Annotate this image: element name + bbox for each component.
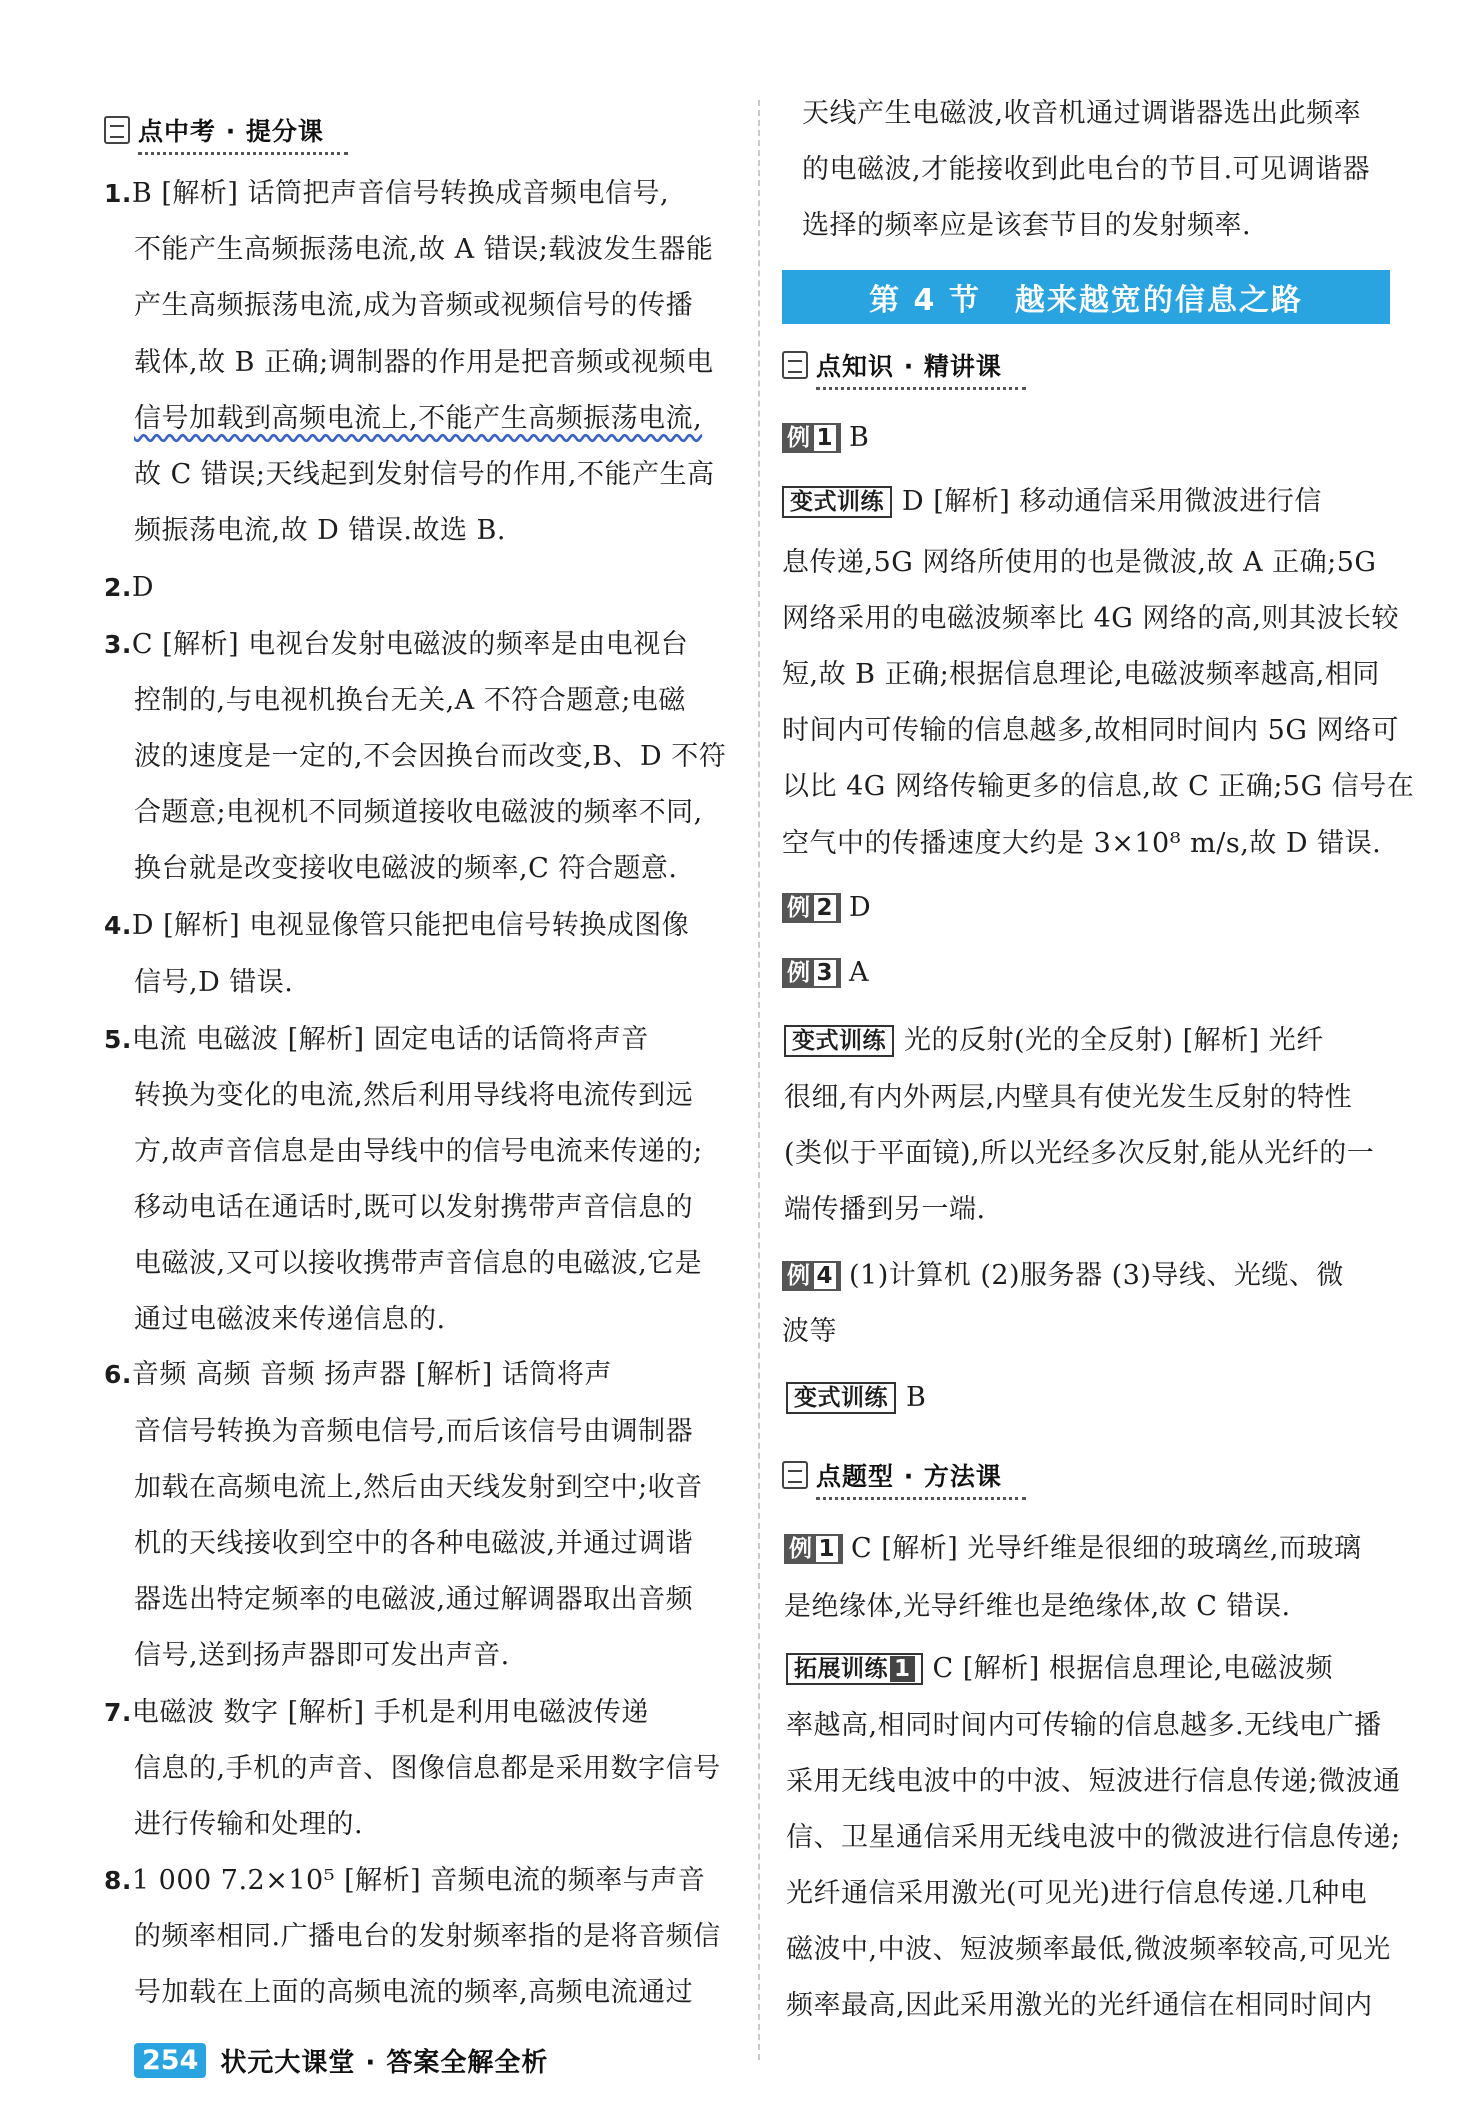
section-header-knowledge — [782, 345, 1002, 385]
example-label-text: 例 — [789, 1536, 813, 1562]
answer-line — [782, 955, 869, 991]
answer-line — [782, 1314, 837, 1350]
answer-text: 通过电磁波来传递信息的. — [134, 1304, 446, 1335]
example-number: 1 — [816, 1536, 839, 1562]
example-label — [784, 1534, 843, 1564]
training-label-text: 变式训练 — [794, 1385, 888, 1411]
answer-line — [782, 545, 1377, 581]
section-underline — [816, 383, 1026, 390]
answer-text: 信号加载到高频电流上,不能产生高频振荡电流, — [134, 403, 703, 434]
answer-line — [786, 1708, 1382, 1744]
answer-line — [134, 1078, 693, 1114]
answer-line — [134, 232, 713, 268]
answer-line — [104, 176, 669, 212]
answer-line — [784, 1023, 1324, 1059]
banner-title: 越来越宽的信息之路 — [1014, 283, 1303, 318]
answer-text: 的频率相同.广播电台的发射频率指的是将音频信 — [134, 1921, 721, 1952]
answer-text: 移动电话在通话时,既可以发射携带声音信息的 — [134, 1192, 694, 1223]
answer-text: 电磁波 数字 [解析] 手机是利用电磁波传递 — [131, 1697, 649, 1728]
answer-text: 信号,D 错误. — [134, 967, 294, 998]
answer-line — [784, 1531, 1362, 1567]
answer-line — [104, 908, 689, 944]
answer-number: 7. — [104, 1698, 132, 1727]
answer-text: 空气中的传播速度大约是 3×10⁸ m/s,故 D 错误. — [782, 828, 1382, 859]
answer-text: 音频 高频 音频 扬声器 [解析] 话筒将声 — [131, 1359, 612, 1390]
answer-text: C [解析] 根据信息理论,电磁波频 — [932, 1653, 1333, 1684]
answer-text: 载体,故 B 正确;调制器的作用是把音频或视频电 — [134, 347, 714, 378]
answer-text: 是绝缘体,光导纤维也是绝缘体,故 C 错误. — [784, 1591, 1291, 1622]
answer-line — [134, 1751, 721, 1787]
answer-number: 8. — [104, 1866, 132, 1895]
answer-line — [786, 1651, 1333, 1687]
answer-line — [786, 1380, 926, 1416]
answer-line — [782, 1258, 1344, 1294]
answer-number: 5. — [104, 1025, 132, 1054]
answer-line — [134, 1526, 693, 1562]
answer-text: 网络采用的电磁波频率比 4G 网络的高,则其波长较 — [782, 603, 1399, 634]
answer-text: (1)计算机 (2)服务器 (3)导线、光缆、微 — [849, 1260, 1344, 1291]
text-line: 选择的频率应是该套节目的发射频率. — [802, 210, 1252, 241]
answer-text: 波的速度是一定的,不会因换台而改变,B、D 不符 — [134, 741, 727, 772]
answer-text: 以比 4G 网络传输更多的信息,故 C 正确;5G 信号在 — [782, 771, 1415, 802]
training-label-text: 变式训练 — [790, 489, 884, 515]
answer-text: 音信号转换为音频电信号,而后该信号由调制器 — [134, 1416, 694, 1447]
answer-text: 控制的,与电视机换台无关,A 不符合题意;电磁 — [134, 685, 686, 716]
answer-line — [782, 420, 869, 456]
example-label — [782, 1261, 841, 1291]
answer-line — [782, 601, 1399, 637]
answer-line — [104, 570, 154, 606]
answer-line — [786, 1932, 1391, 1968]
answer-text: 1 000 7.2×10⁵ [解析] 音频电流的频率与声音 — [131, 1865, 706, 1896]
answer-text: 率越高,相同时间内可传输的信息越多.无线电广播 — [786, 1710, 1382, 1741]
answer-text: 加载在高频电流上,然后由天线发射到空中;收音 — [134, 1472, 703, 1503]
answer-line — [134, 683, 686, 719]
answer-text: C [解析] 光导纤维是很细的玻璃丝,而玻璃 — [851, 1533, 1362, 1564]
answer-text: A — [849, 957, 870, 988]
answer-line — [134, 1582, 693, 1618]
answer-line — [782, 769, 1414, 805]
section-header-exam — [104, 110, 324, 150]
answer-line — [782, 826, 1381, 862]
answer-text: 故 C 错误;天线起到发射信号的作用,不能产生高 — [134, 459, 715, 490]
answer-text: 电流 电磁波 [解析] 固定电话的话筒将声音 — [131, 1024, 649, 1055]
answer-line — [134, 1919, 721, 1955]
answer-text: D [解析] 电视显像管只能把电信号转换成图像 — [131, 910, 690, 941]
example-label — [782, 893, 841, 923]
example-label-text: 例 — [787, 425, 811, 451]
answer-text: 器选出特定频率的电磁波,通过解调器取出音频 — [134, 1584, 694, 1615]
training-label-text: 拓展训练 — [794, 1656, 888, 1682]
answer-text: 波等 — [782, 1316, 837, 1347]
answer-line — [784, 1192, 986, 1228]
answer-line — [134, 288, 693, 324]
book-icon — [782, 351, 808, 379]
section-underline — [816, 1493, 1026, 1500]
answer-line — [786, 1876, 1367, 1912]
answer-text: 光的反射(光的全反射) [解析] 光纤 — [904, 1025, 1324, 1056]
answer-line — [134, 851, 677, 887]
section-title: 点知识 · 精讲课 — [816, 352, 1002, 381]
example-label-text: 例 — [787, 1263, 811, 1289]
chapter-banner — [782, 270, 1390, 324]
answer-line — [134, 1975, 693, 2011]
answer-text: 不能产生高频振荡电流,故 A 错误;载波发生器能 — [134, 234, 714, 265]
answer-line — [104, 1022, 649, 1058]
answer-text: 转换为变化的电流,然后利用导线将电流传到远 — [134, 1080, 694, 1111]
answer-line — [786, 1820, 1401, 1856]
answer-text: 磁波中,中波、短波频率最低,微波频率较高,可见光 — [786, 1934, 1391, 1965]
answer-text: 换台就是改变接收电磁波的频率,C 符合题意. — [134, 853, 678, 884]
answer-line — [104, 627, 688, 663]
answer-number: 4. — [104, 911, 132, 940]
section-underline — [138, 148, 348, 155]
text-line: 的电磁波,才能接收到此电台的节目.可见调谐器 — [802, 154, 1371, 185]
answer-text: 合题意;电视机不同频道接收电磁波的频率不同, — [134, 797, 703, 828]
answer-text: 信息的,手机的声音、图像信息都是采用数字信号 — [134, 1753, 721, 1784]
answer-line — [104, 1695, 649, 1731]
answer-line — [784, 1080, 1352, 1116]
answer-text: 号加载在上面的高频电流的频率,高频电流通过 — [134, 1977, 694, 2008]
answer-line — [134, 965, 293, 1001]
example-number: 2 — [814, 895, 837, 921]
answer-text: B [解析] 话筒把声音信号转换成音频电信号, — [131, 178, 670, 209]
answer-line — [782, 657, 1380, 693]
training-number: 1 — [890, 1656, 915, 1682]
example-label — [782, 958, 841, 988]
answer-line — [786, 1764, 1401, 1800]
answer-text: 产生高频振荡电流,成为音频或视频信号的传播 — [134, 290, 694, 321]
book-icon — [782, 1461, 808, 1489]
answer-text: 息传递,5G 网络所使用的也是微波,故 A 正确;5G — [782, 547, 1377, 578]
training-label — [784, 1025, 894, 1057]
answer-text: D — [131, 572, 155, 603]
answer-line — [134, 1638, 510, 1674]
footer-title: 状元大课堂 · 答案全解全析 — [220, 2047, 549, 2078]
answer-line — [782, 713, 1399, 749]
section-header-method — [782, 1455, 1002, 1495]
answer-line — [134, 401, 702, 437]
answer-line — [134, 795, 703, 831]
example-number: 1 — [814, 425, 837, 451]
answer-line — [134, 1807, 363, 1843]
section-title: 点题型 · 方法课 — [816, 1462, 1002, 1491]
example-number: 4 — [814, 1263, 837, 1289]
answer-text: 端传播到另一端. — [784, 1194, 986, 1225]
answer-text: 机的天线接收到空中的各种电磁波,并通过调谐 — [134, 1528, 694, 1559]
answer-text: 信、卫星通信采用无线电波中的微波进行信息传递; — [786, 1822, 1401, 1853]
answer-text: 信号,送到扬声器即可发出声音. — [134, 1640, 510, 1671]
answer-line — [134, 1302, 446, 1338]
answer-number: 1. — [104, 179, 132, 208]
answer-line — [134, 457, 715, 493]
answer-text: 时间内可传输的信息越多,故相同时间内 5G 网络可 — [782, 715, 1399, 746]
answer-line — [134, 1134, 703, 1170]
example-label-text: 例 — [787, 960, 811, 986]
example-label-text: 例 — [787, 895, 811, 921]
answer-text: 进行传输和处理的. — [134, 1809, 364, 1840]
training-label-text: 变式训练 — [792, 1028, 886, 1054]
answer-text: 频振荡电流,故 D 错误.故选 B. — [134, 515, 506, 546]
answer-text: B — [906, 1382, 927, 1413]
answer-text: 方,故声音信息是由导线中的信号电流来传递的; — [134, 1136, 703, 1167]
section-title: 点中考 · 提分课 — [138, 117, 324, 146]
example-label — [782, 423, 841, 453]
page-number: 254 — [134, 2043, 206, 2078]
answer-line — [784, 1589, 1291, 1625]
training-label — [786, 1653, 923, 1685]
book-icon — [104, 116, 130, 144]
training-label — [782, 486, 892, 518]
training-label — [786, 1382, 896, 1414]
answer-text: 光纤通信采用激光(可见光)进行信息传递.几种电 — [786, 1878, 1368, 1909]
answer-line — [104, 1357, 612, 1393]
answer-line — [134, 1470, 703, 1506]
answer-line — [134, 513, 506, 549]
answer-line — [782, 484, 1322, 520]
answer-text: 频率最高,因此采用激光的光纤通信在相同时间内 — [786, 1990, 1373, 2021]
banner-section: 第 4 节 — [869, 283, 981, 318]
answer-line — [134, 1246, 702, 1282]
answer-text: 采用无线电波中的中波、短波进行信息传递;微波通 — [786, 1766, 1401, 1797]
answer-line — [134, 1414, 693, 1450]
answer-line — [134, 739, 726, 775]
text-line: 天线产生电磁波,收音机通过调谐器选出此频率 — [802, 98, 1362, 129]
answer-text: 电磁波,又可以接收携带声音信息的电磁波,它是 — [134, 1248, 703, 1279]
answer-line — [134, 1190, 693, 1226]
answer-text: D [解析] 移动通信采用微波进行信 — [902, 486, 1322, 517]
answer-number: 3. — [104, 630, 132, 659]
answer-text: 短,故 B 正确;根据信息理论,电磁波频率越高,相同 — [782, 659, 1380, 690]
answer-number: 2. — [104, 573, 132, 602]
answer-text: (类似于平面镜),所以光经多次反射,能从光纤的一 — [784, 1138, 1375, 1169]
page-footer — [134, 2038, 548, 2082]
answer-line — [784, 1136, 1374, 1172]
answer-line — [104, 1863, 705, 1899]
answer-line — [782, 890, 871, 926]
answer-text: D — [849, 892, 872, 923]
answer-text: B — [849, 422, 870, 453]
answer-number: 6. — [104, 1360, 132, 1389]
column-divider — [758, 100, 760, 2060]
answer-text: C [解析] 电视台发射电磁波的频率是由电视台 — [131, 629, 689, 660]
answer-text: 很细,有内外两层,内壁具有使光发生反射的特性 — [784, 1082, 1353, 1113]
example-number: 3 — [814, 960, 837, 986]
answer-line — [786, 1988, 1373, 2024]
answer-line — [134, 345, 714, 381]
